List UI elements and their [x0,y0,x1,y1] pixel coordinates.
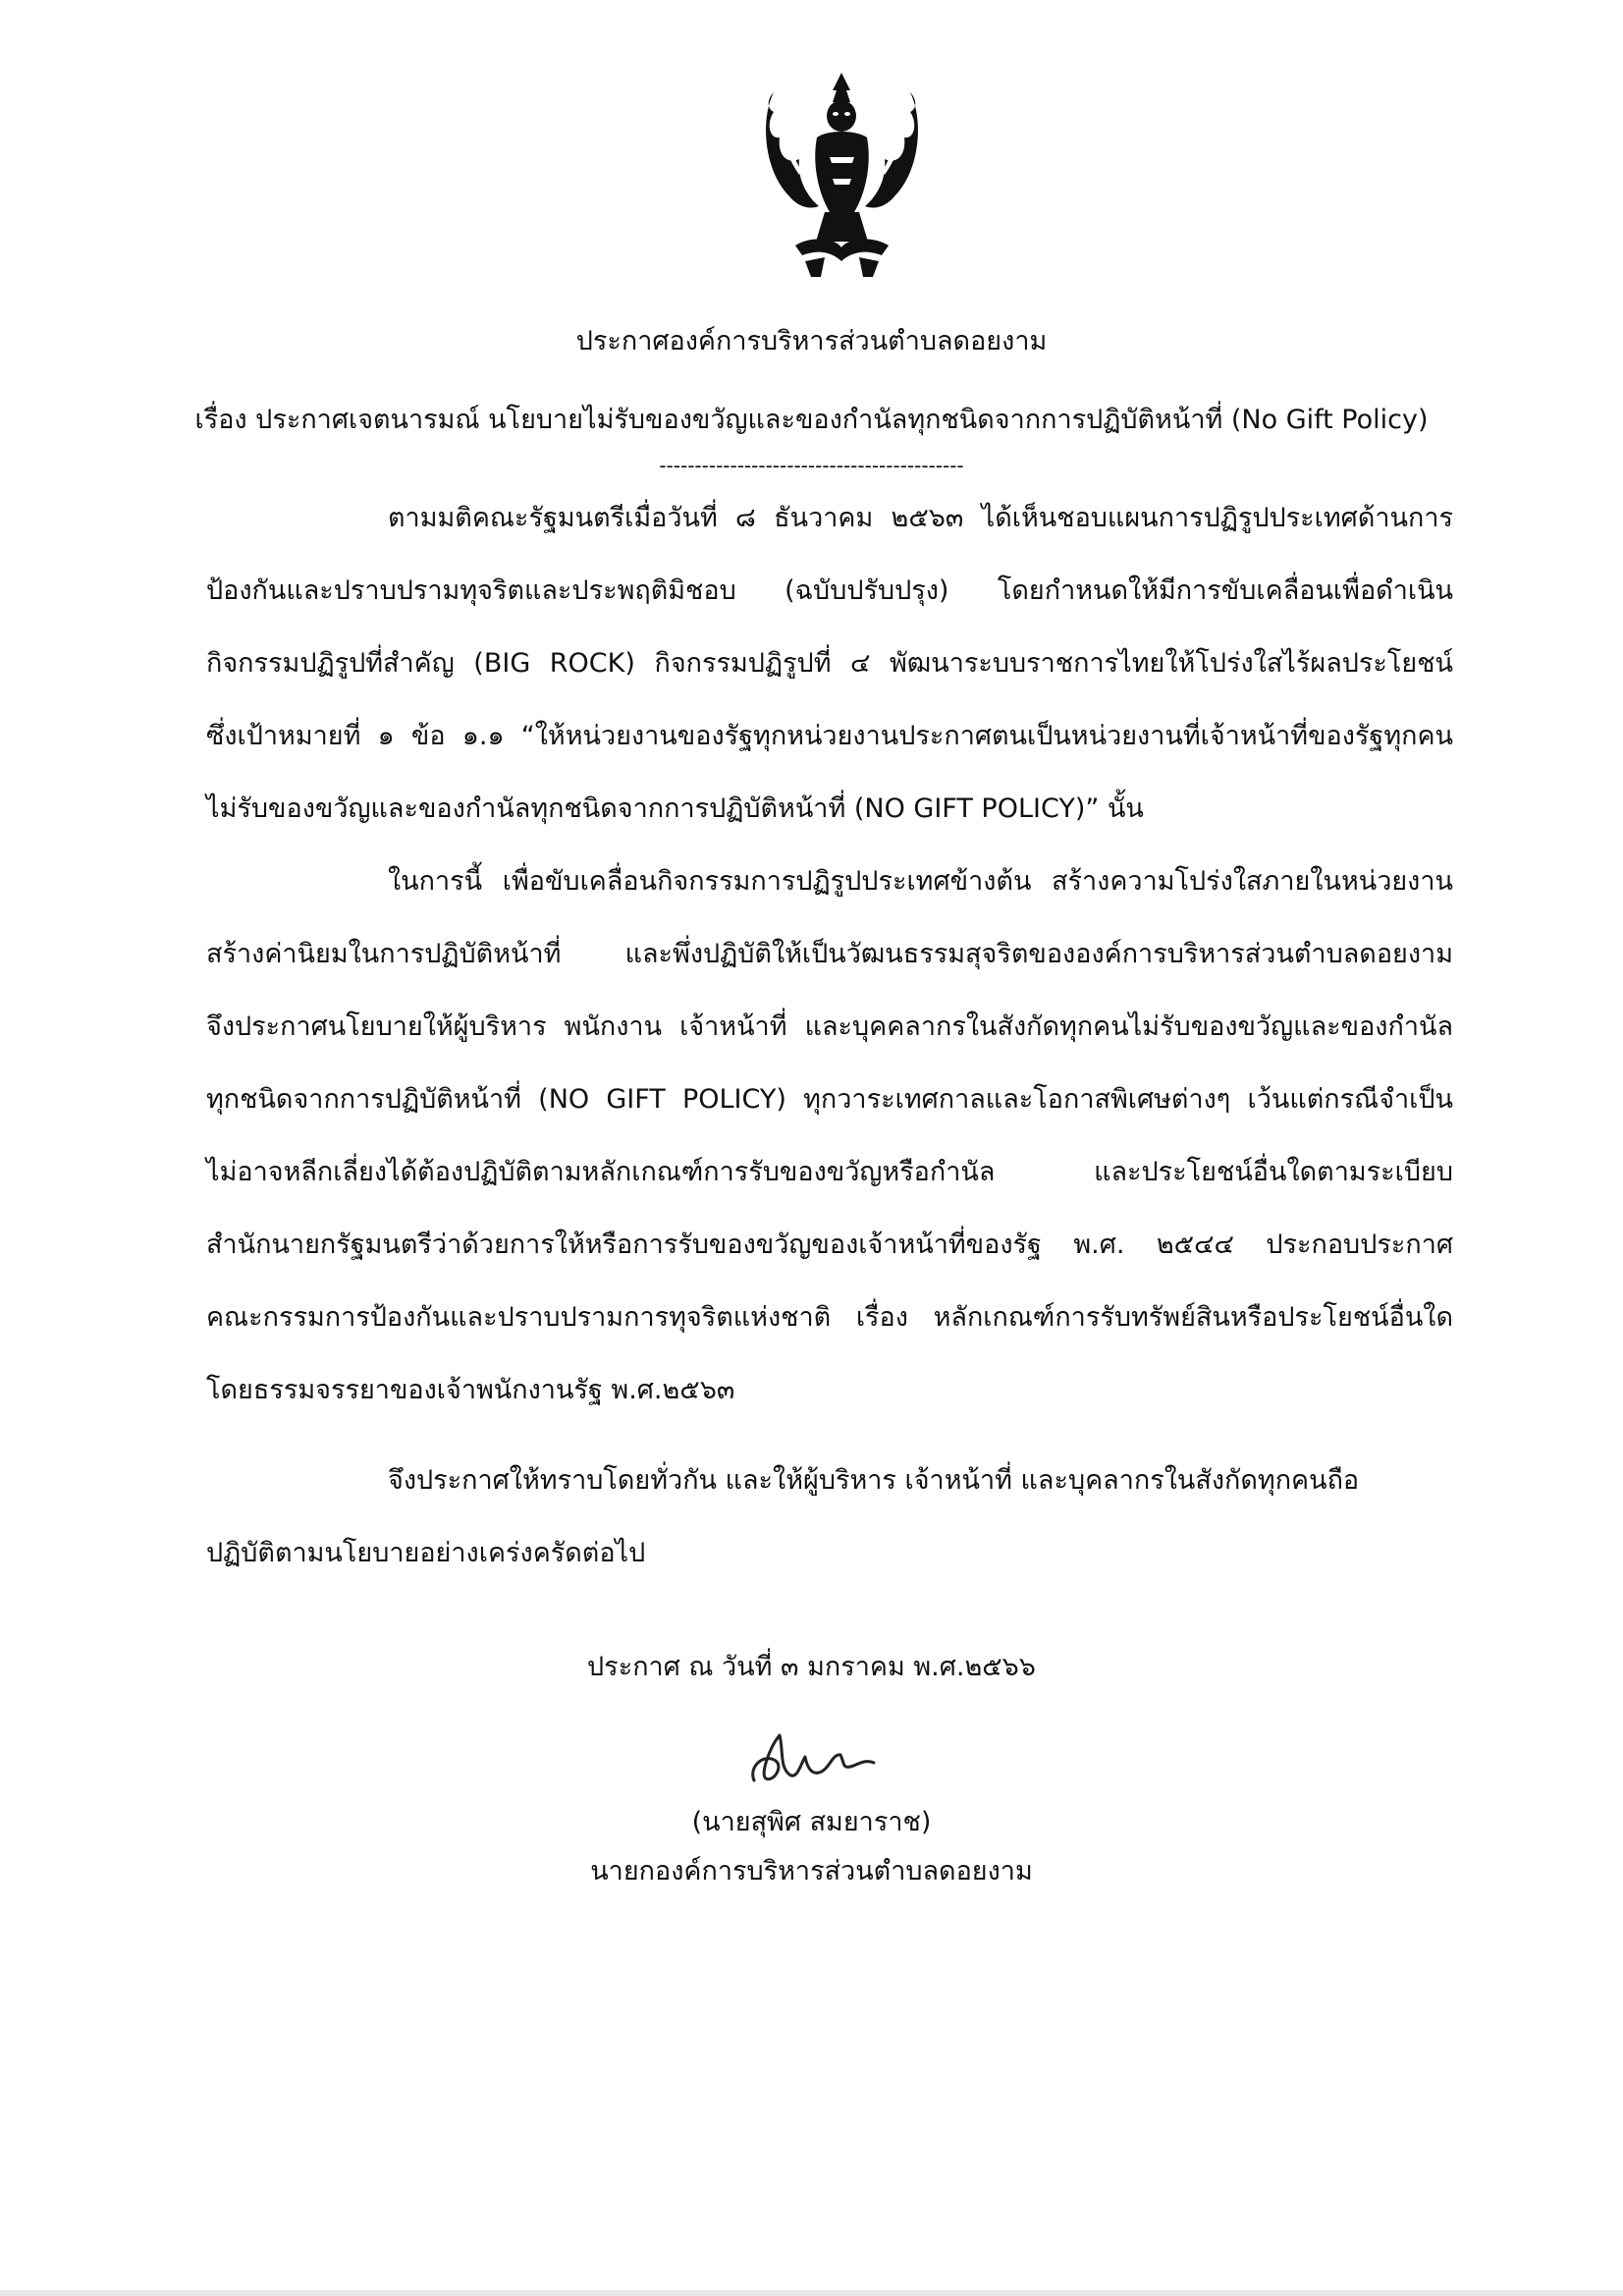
announcement-title: ประกาศองค์การบริหารส่วนตำบลดอยงาม [575,326,1048,356]
announcement-subject: เรื่อง ประกาศเจตนารมณ์ นโยบายไม่รับของขวัญและของกำนัลทุกชนิดจากการปฏิบัติหน้าที่ (No Gift Policy) [194,405,1429,435]
paragraph1-line2: ป้องกันและปราบปรามทุจริตและประพฤติมิชอบ (ฉบับปรับปรุง) โดยกำหนดให้มีการขับเคลื่อนเพื่อดำเนิน [206,575,1453,606]
paragraph2-line2: สร้างค่านิยมในการปฏิบัติหน้าที่ และพึ่งปฏิบัติให้เป็นวัฒนธรรมสุจริตขององค์การบริหารส่วนตำบลดอยงาม [206,939,1453,969]
garuda-emblem-icon [756,69,928,280]
scan-edge [0,2290,1623,2296]
signer-name: (นายสุพิศ สมยาราช) [691,1807,932,1837]
paragraph3-line1: จึงประกาศให้ทราบโดยทั่วกัน และให้ผู้บริหาร เจ้าหน้าที่ และบุคลากรในสังกัดทุกคนถือ [388,1465,1360,1496]
paragraph2-line8: โดยธรรมจรรยาของเจ้าพนักงานรัฐ พ.ศ.๒๕๖๓ [206,1375,735,1405]
paragraph1-line4: ซึ่งเป้าหมายที่ ๑ ข้อ ๑.๑ “ให้หน่วยงานของรัฐทุกหน่วยงานประกาศตนเป็นหน่วยงานที่เจ้าหน้าที่ของรัฐทุกคน [206,721,1453,751]
paragraph2-line3: จึงประกาศนโยบายให้ผู้บริหาร พนักงาน เจ้าหน้าที่ และบุคคลากรในสังกัดทุกคนไม่รับของขวัญและของกำนัล [206,1011,1453,1042]
paragraph3-line2: ปฏิบัติตามนโยบายอย่างเคร่งครัดต่อไป [206,1538,646,1568]
paragraph1-line5: ไม่รับของขวัญและของกำนัลทุกชนิดจากการปฏิบัติหน้าที่ (NO GIFT POLICY)” นั้น [206,793,1144,824]
paragraph2-line4: ทุกชนิดจากการปฏิบัติหน้าที่ (NO GIFT POLICY) ทุกวาระเทศกาลและโอกาสพิเศษต่างๆ เว้นแต่กรณีจำเป็น [206,1084,1453,1115]
paragraph2-line6: สำนักนายกรัฐมนตรีว่าด้วยการให้หรือการรับของขวัญของเจ้าหน้าที่ของรัฐ พ.ศ. ๒๕๔๔ ประกอบประกาศ [206,1230,1453,1260]
paragraph2-line1: ในการนี้ เพื่อขับเคลื่อนกิจกรรมการปฏิรูปประเทศข้างต้น สร้างความโปร่งใสภายในหน่วยงาน [388,866,1453,897]
announcement-date: ประกาศ ณ วันที่ ๓ มกราคม พ.ศ.๒๕๖๖ [587,1652,1036,1682]
signer-position: นายกองค์การบริหารส่วนตำบลดอยงาม [590,1856,1033,1886]
paragraph2-line5: ไม่อาจหลีกเลี่ยงได้ต้องปฏิบัติตามหลักเกณฑ์การรับของขวัญหรือกำนัล และประโยชน์อื่นใดตามระเบียบ [206,1157,1453,1187]
handwritten-signature-icon [746,1723,879,1792]
header-divider: ------------------------------------------- [659,454,964,477]
paragraph2-line7: คณะกรรมการป้องกันและปราบปรามการทุจริตแห่งชาติ เรื่อง หลักเกณฑ์การรับทรัพย์สินหรือประโยชน์อื่นใด [206,1302,1453,1333]
paragraph1-line1: ตามมติคณะรัฐมนตรีเมื่อวันที่ ๘ ธันวาคม ๒๕๖๓ ได้เห็นชอบแผนการปฏิรูปประเทศด้านการ [388,503,1453,533]
paragraph1-line3: กิจกรรมปฏิรูปที่สำคัญ (BIG ROCK) กิจกรรมปฏิรูปที่ ๔ พัฒนาระบบราชการไทยให้โปร่งใสไร้ผลประโยชน์ [206,648,1453,679]
